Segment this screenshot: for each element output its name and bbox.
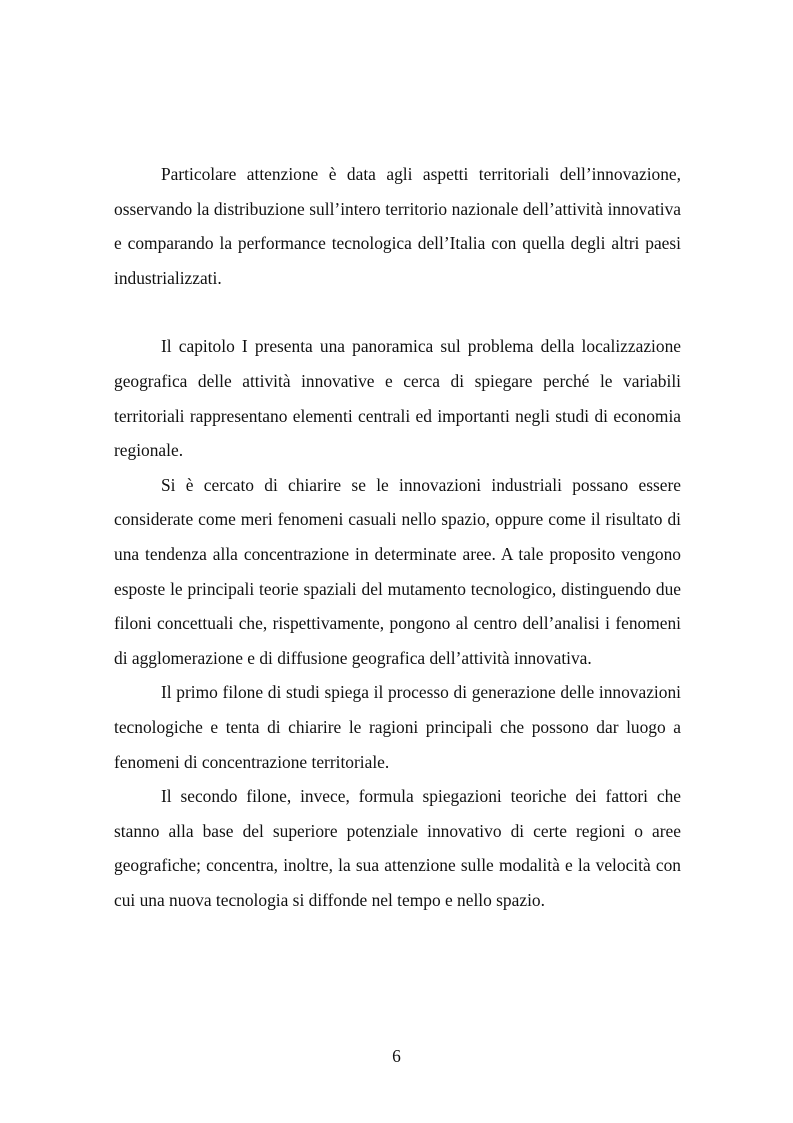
paragraph-territorial-aspects: Particolare attenzione è data agli aspetti territoriali dell’innovazione, osservando la distribuzione sull’intero territorio nazionale dell’attività innovativa e comparando la performance tecnologica dell’Italia con quella degli altri paesi industrializzati.	[114, 164, 681, 288]
page-body	[114, 157, 681, 917]
paragraph-spacer	[114, 295, 681, 329]
paragraph-clarify-innovations: Si è cercato di chiarire se le innovazioni industriali possano essere considerate come meri fenomeni casuali nello spazio, oppure come il risultato di una tendenza alla concentrazione in determinate aree. A tale proposito vengono esposte le principali teorie spaziali del mutamento tecnologico, distinguendo due filoni concettuali che, rispettivamente, pongono al centro dell’analisi i fenomeni di agglomerazione e di diffusione geografica dell’attività innovativa.	[114, 474, 681, 668]
paragraph-first-strand: Il primo filone di studi spiega il processo di generazione delle innovazioni tecnologiche e tenta di chiarire le ragioni principali che possono dar luogo a fenomeni di concentrazione territoriale.	[114, 682, 681, 772]
paragraph-second-strand: Il secondo filone, invece, formula spiegazioni teoriche dei fattori che stanno alla base del superiore potenziale innovativo di certe regioni o aree geografiche; concentra, inoltre, la sua attenzione sulle modalità e la velocità con cui una nuova tecnologia si diffonde nel tempo e nello spazio.	[114, 786, 681, 910]
page-number: 6	[392, 1046, 401, 1066]
paragraph-chapter-one: Il capitolo I presenta una panoramica sul problema della localizzazione geografica delle attività innovative e cerca di spiegare perché le variabili territoriali rappresentano elementi centrali ed importanti negli studi di economia regionale.	[114, 336, 681, 461]
